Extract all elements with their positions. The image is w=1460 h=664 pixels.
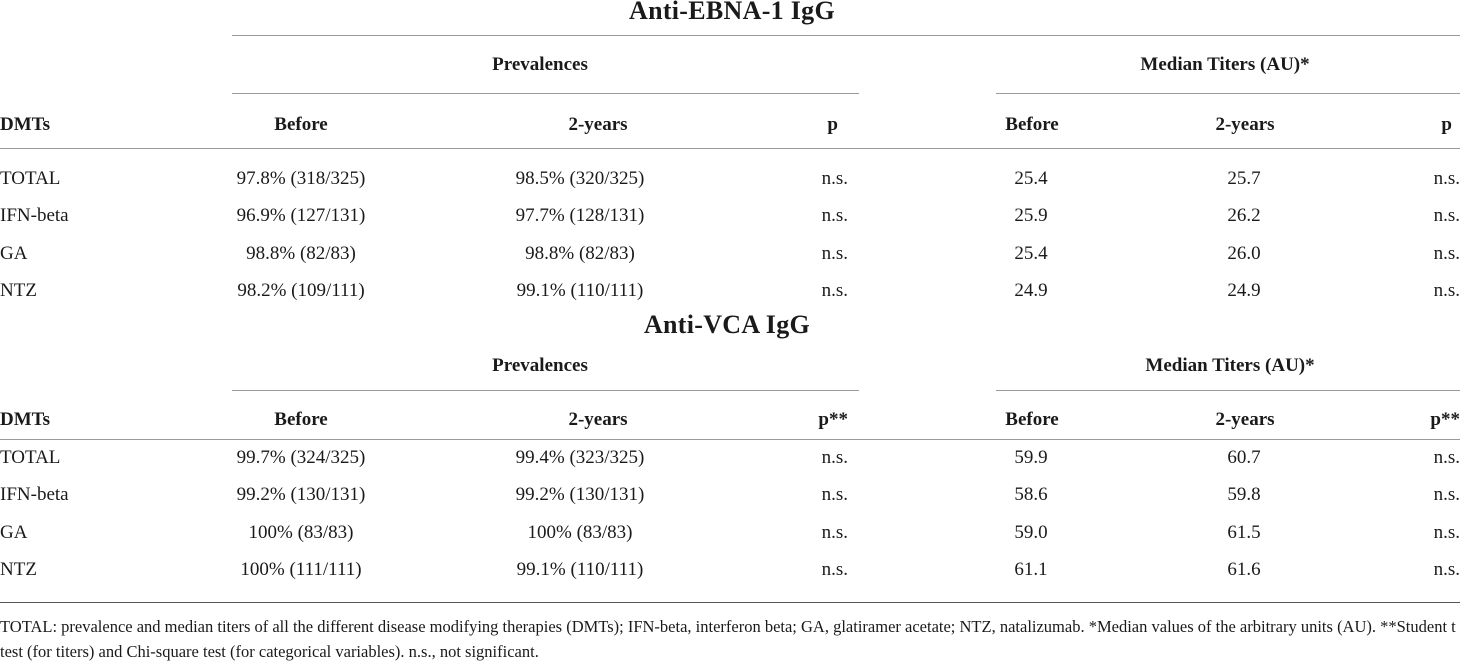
col-header-p-titers: p xyxy=(1441,114,1452,135)
col-header-2years: 2-years xyxy=(568,114,628,135)
row-label: GA xyxy=(0,522,28,543)
cell: 98.5% (320/325) xyxy=(515,168,645,189)
cell: 25.9 xyxy=(1014,205,1048,226)
cell: n.s. xyxy=(1433,280,1460,301)
header-rule-ebna xyxy=(0,148,1460,149)
cell: 59.8 xyxy=(1227,484,1261,505)
cell: 100% (111/111) xyxy=(240,559,362,580)
col-header-2years-titers: 2-years xyxy=(1215,114,1275,135)
cell: n.s. xyxy=(821,205,848,226)
col-header-p-vca: p** xyxy=(818,409,848,430)
cell: 100% (83/83) xyxy=(527,522,633,543)
section-title-ebna: Anti-EBNA-1 IgG xyxy=(628,0,836,25)
cell: n.s. xyxy=(1433,243,1460,264)
cell: 99.1% (110/111) xyxy=(516,559,644,580)
cell: 26.2 xyxy=(1227,205,1261,226)
cell: n.s. xyxy=(1433,484,1460,505)
col-header-before-vca: Before xyxy=(274,409,328,430)
cell: 24.9 xyxy=(1014,280,1048,301)
cell: 59.0 xyxy=(1014,522,1048,543)
cell: n.s. xyxy=(1433,522,1460,543)
cell: 100% (83/83) xyxy=(248,522,354,543)
row-label: GA xyxy=(0,243,28,264)
group-header-prevalences-vca: Prevalences xyxy=(492,355,588,376)
cell: 97.8% (318/325) xyxy=(236,168,366,189)
col-header-before-titers: Before xyxy=(1005,114,1059,135)
cell: 96.9% (127/131) xyxy=(236,205,366,226)
cell: 61.1 xyxy=(1014,559,1048,580)
cell: n.s. xyxy=(821,559,848,580)
cell: n.s. xyxy=(821,280,848,301)
cell: 98.2% (109/111) xyxy=(237,280,365,301)
col-header-before-titers-vca: Before xyxy=(1005,409,1059,430)
header-rule-vca xyxy=(0,439,1460,440)
cell: 60.7 xyxy=(1227,447,1261,468)
row-label: TOTAL xyxy=(0,168,61,189)
cell: 97.7% (128/131) xyxy=(515,205,645,226)
col-header-dmts-vca: DMTs xyxy=(0,409,50,430)
cell: 25.4 xyxy=(1014,168,1048,189)
col-header-p: p xyxy=(827,114,838,135)
group-rule-prevalences-vca xyxy=(232,390,859,391)
row-label: TOTAL xyxy=(0,447,61,468)
col-header-dmts: DMTs xyxy=(0,114,50,135)
cell: 61.6 xyxy=(1227,559,1261,580)
section-title-vca: Anti-VCA IgG xyxy=(643,310,811,339)
cell: 61.5 xyxy=(1227,522,1261,543)
group-rule-prevalences-ebna xyxy=(232,93,859,94)
col-header-2years-titers-vca: 2-years xyxy=(1215,409,1275,430)
table-footnote: TOTAL: prevalence and median titers of all the different disease modifying therapies (DMTs); IFN-beta, interferon beta; GA, glatiramer acetate; NTZ, natalizumab. *Median values of the arbitrary units (AU). **Student t test (for titers) and Chi-square test (for categorical variables). n.s., not significant. xyxy=(0,617,1456,661)
cell: n.s. xyxy=(1433,168,1460,189)
cell: n.s. xyxy=(821,243,848,264)
cell: 59.9 xyxy=(1014,447,1048,468)
cell: n.s. xyxy=(821,168,848,189)
cell: 98.8% (82/83) xyxy=(246,243,356,264)
group-header-titers-ebna: Median Titers (AU)* xyxy=(1140,54,1310,75)
cell: 99.2% (130/131) xyxy=(515,484,645,505)
row-label: IFN-beta xyxy=(0,205,69,226)
cell: 25.4 xyxy=(1014,243,1048,264)
row-label: IFN-beta xyxy=(0,484,69,505)
group-rule-titers-ebna xyxy=(996,93,1460,94)
cell: 58.6 xyxy=(1014,484,1048,505)
group-header-prevalences-ebna: Prevalences xyxy=(492,54,588,75)
cell: n.s. xyxy=(821,484,848,505)
cell: n.s. xyxy=(1433,559,1460,580)
cell: n.s. xyxy=(821,522,848,543)
title-rule-ebna xyxy=(232,35,1460,36)
cell: 99.1% (110/111) xyxy=(516,280,644,301)
cell: 98.8% (82/83) xyxy=(525,243,635,264)
cell: 25.7 xyxy=(1227,168,1261,189)
row-label: NTZ xyxy=(0,559,37,580)
row-label: NTZ xyxy=(0,280,37,301)
cell: 26.0 xyxy=(1227,243,1261,264)
bottom-rule xyxy=(0,602,1460,603)
group-rule-titers-vca xyxy=(996,390,1460,391)
cell: 99.2% (130/131) xyxy=(236,484,366,505)
cell: n.s. xyxy=(1433,205,1460,226)
cell: n.s. xyxy=(821,447,848,468)
group-header-titers-vca: Median Titers (AU)* xyxy=(1145,355,1315,376)
col-header-before: Before xyxy=(274,114,328,135)
cell: 99.7% (324/325) xyxy=(236,447,366,468)
col-header-p-titers-vca: p** xyxy=(1430,409,1460,430)
cell: 24.9 xyxy=(1227,280,1261,301)
cell: n.s. xyxy=(1433,447,1460,468)
col-header-2years-vca: 2-years xyxy=(568,409,628,430)
cell: 99.4% (323/325) xyxy=(515,447,645,468)
